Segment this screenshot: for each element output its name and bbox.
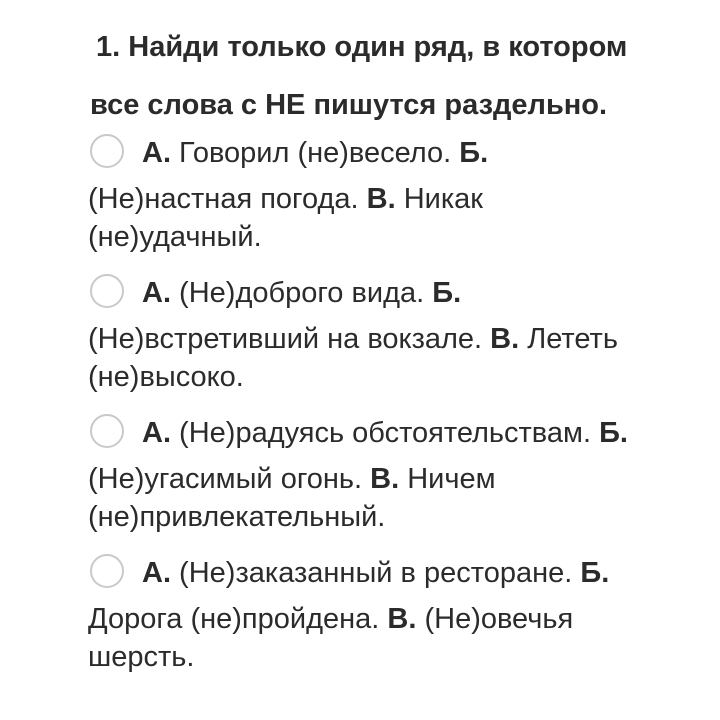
label-v: В. — [490, 323, 520, 355]
text-b: (Не)настная погода. — [88, 183, 367, 215]
label-b: Б. — [459, 137, 489, 169]
radio-button[interactable] — [90, 274, 124, 308]
text-v: Никак — [395, 183, 483, 215]
text-b: (Не)встретивший на вокзале. — [88, 323, 491, 355]
label-v: В. — [366, 183, 396, 215]
option-line-3: (не)высоко. — [88, 361, 244, 393]
option-line-3: шерсть. — [88, 641, 195, 673]
label-a: А. — [142, 557, 171, 589]
option-first-line — [88, 414, 688, 460]
option-line-3: (не)удачный. — [88, 221, 262, 253]
text-a: (Не)радуясь обстоятельствам. — [171, 417, 592, 449]
label-a: А. — [142, 137, 171, 169]
text-b: (Не)угасимый огонь. — [88, 463, 371, 495]
text-a: (Не)заказанный в ресторане. — [171, 557, 573, 589]
label-b: Б. — [432, 277, 462, 309]
label-a: А. — [142, 277, 171, 309]
question-text — [90, 18, 690, 134]
question-line-1 — [90, 18, 690, 76]
question-number: 1. — [96, 31, 121, 63]
option-line-2 — [88, 320, 688, 358]
question-line-2: все слова с НЕ пишутся раздельно. — [90, 89, 608, 121]
text-v: Ничем — [399, 463, 496, 495]
answer-option-2[interactable] — [88, 274, 688, 396]
option-line-3: (не)привлекательный. — [88, 501, 386, 533]
answer-option-1[interactable] — [88, 134, 688, 256]
label-v: В. — [387, 603, 417, 635]
answer-option-3[interactable] — [88, 414, 688, 536]
text-a: Говорил (не)весело. — [171, 137, 452, 169]
answer-option-4[interactable] — [88, 554, 688, 676]
text-a: (Не)доброго вида. — [171, 277, 425, 309]
option-line-2 — [88, 460, 688, 498]
radio-button[interactable] — [90, 554, 124, 588]
option-first-line — [88, 554, 688, 600]
question-line-1-text: Найди только один ряд, в котором — [128, 31, 628, 63]
label-b: Б. — [599, 417, 628, 449]
option-first-line — [88, 134, 688, 180]
radio-button[interactable] — [90, 414, 124, 448]
option-line-2 — [88, 180, 688, 218]
label-v: В. — [370, 463, 400, 495]
option-line-2 — [88, 600, 688, 638]
option-first-line — [88, 274, 688, 320]
label-b: Б. — [580, 557, 610, 589]
text-v: (Не)овечья — [416, 603, 574, 635]
text-v: Лететь — [519, 323, 618, 355]
label-a: А. — [142, 417, 171, 449]
text-b: Дорога (не)пройдена. — [88, 603, 388, 635]
radio-button[interactable] — [90, 134, 124, 168]
